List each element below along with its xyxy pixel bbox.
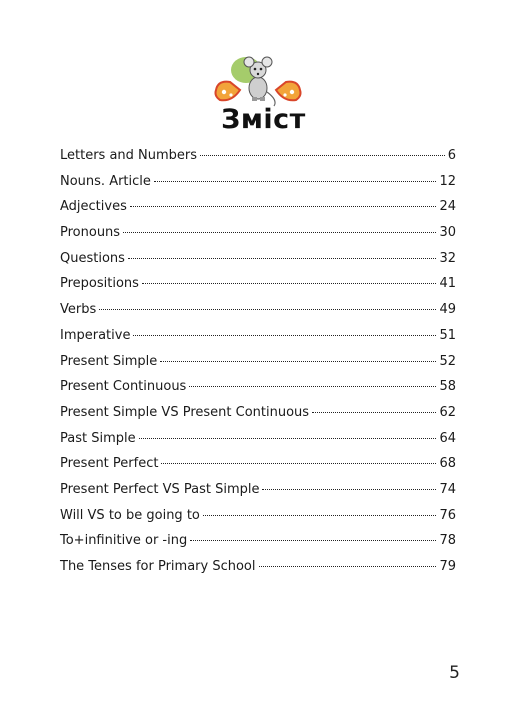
dot-leader <box>128 248 437 259</box>
dot-leader <box>262 479 436 490</box>
toc-entry-page: 24 <box>439 199 456 215</box>
toc-entry[interactable] <box>60 194 456 220</box>
dot-leader <box>99 299 436 310</box>
toc-entry[interactable] <box>60 400 456 426</box>
toc-entry-page: 30 <box>439 225 456 241</box>
dot-leader <box>133 325 436 336</box>
dot-leader <box>200 145 445 156</box>
toc-entry[interactable] <box>60 169 456 195</box>
toc-entry[interactable] <box>60 451 456 477</box>
toc-entry-page: 41 <box>439 276 456 292</box>
toc-entry[interactable] <box>60 374 456 400</box>
toc-entry-title: Present Simple VS Present Continuous <box>60 404 310 420</box>
toc-entry-page: 52 <box>439 353 456 369</box>
toc-entry-page: 78 <box>439 533 456 549</box>
toc-entry-page: 76 <box>439 507 456 523</box>
dot-leader <box>312 402 436 413</box>
toc-entry[interactable] <box>60 477 456 503</box>
toc-entry-page: 62 <box>439 404 456 420</box>
page-title: Зміст <box>221 104 306 135</box>
toc-entry-title: Present Simple <box>60 353 158 369</box>
toc-entry-page: 49 <box>439 302 456 318</box>
toc-entry-title: Adjectives <box>60 199 127 215</box>
dot-leader <box>160 351 436 362</box>
toc-entry[interactable] <box>60 271 456 297</box>
toc-entry[interactable] <box>60 297 456 323</box>
dot-leader <box>139 428 437 439</box>
toc-entry-title: Questions <box>60 250 125 266</box>
toc-entry-page: 6 <box>447 148 456 163</box>
table-of-contents <box>60 143 456 580</box>
toc-entry-title: Present Perfect VS Past Simple <box>60 481 260 497</box>
toc-entry-title: Verbs <box>60 302 97 318</box>
toc-entry[interactable] <box>60 503 456 529</box>
toc-entry-title: Present Continuous <box>60 379 187 395</box>
toc-entry-title: Letters and Numbers <box>60 148 198 163</box>
toc-entry-title: The Tenses for Primary School <box>60 559 256 574</box>
dot-leader <box>161 453 436 464</box>
page-number: 5 <box>449 663 460 683</box>
toc-entry[interactable] <box>60 554 456 580</box>
toc-entry[interactable] <box>60 426 456 452</box>
toc-entry-page: 79 <box>439 559 456 574</box>
dot-leader <box>189 376 436 387</box>
toc-entry[interactable] <box>60 528 456 554</box>
mouse-icon <box>212 50 304 108</box>
toc-entry-page: 12 <box>439 173 456 189</box>
toc-entry-title: Present Perfect <box>60 456 159 472</box>
toc-entry[interactable] <box>60 246 456 272</box>
toc-entry-title: Pronouns <box>60 225 121 241</box>
toc-entry-title: Nouns. Article <box>60 173 151 189</box>
toc-entry-title: To+infinitive or -ing <box>60 533 188 549</box>
toc-entry-title: Past Simple <box>60 430 136 446</box>
toc-entry-page: 64 <box>439 430 456 446</box>
toc-entry[interactable] <box>60 143 456 169</box>
toc-entry-page: 32 <box>439 250 456 266</box>
toc-entry[interactable] <box>60 349 456 375</box>
dot-leader <box>259 556 437 567</box>
dot-leader <box>123 222 436 233</box>
dot-leader <box>203 505 437 516</box>
toc-entry-page: 74 <box>439 481 456 497</box>
toc-entry[interactable] <box>60 220 456 246</box>
dot-leader <box>154 171 437 182</box>
toc-entry-page: 68 <box>439 456 456 472</box>
toc-entry-title: Prepositions <box>60 276 139 292</box>
toc-entry-page: 58 <box>439 379 456 395</box>
dot-leader <box>130 196 437 207</box>
toc-entry-title: Imperative <box>60 327 131 343</box>
toc-entry-title: Will VS to be going to <box>60 507 200 523</box>
toc-entry[interactable] <box>60 323 456 349</box>
dot-leader <box>190 530 436 541</box>
toc-entry-page: 51 <box>439 327 456 343</box>
dot-leader <box>142 273 437 284</box>
mouse-cheese-illustration <box>212 50 304 108</box>
